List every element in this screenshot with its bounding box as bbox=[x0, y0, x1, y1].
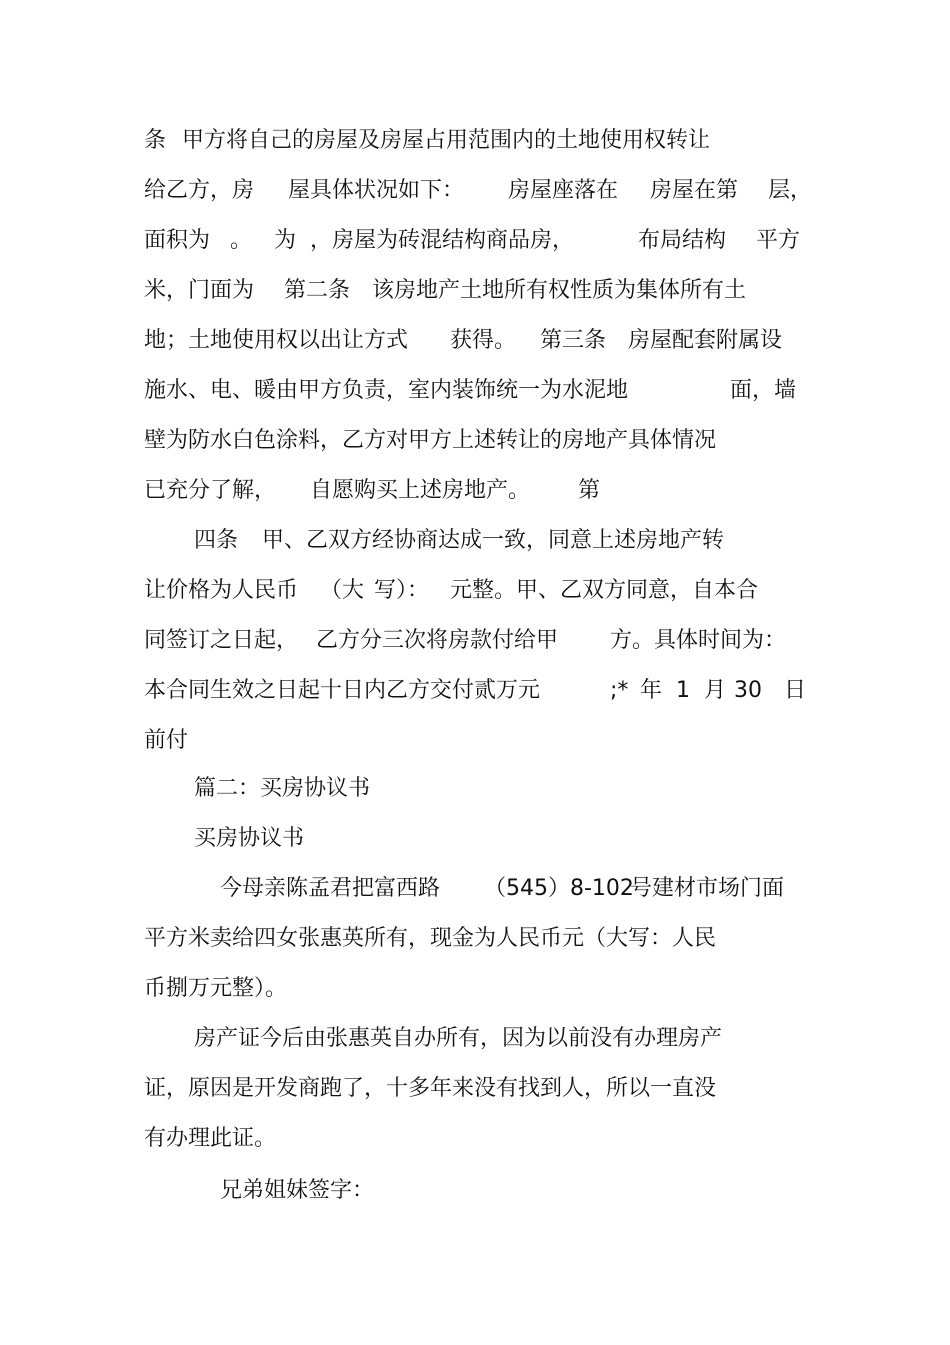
text-segment: 第 bbox=[578, 478, 601, 503]
text-line bbox=[0, 874, 950, 904]
text-segment: 第三条 bbox=[540, 328, 607, 353]
text-segment: 面积为 bbox=[144, 228, 211, 253]
text-segment: 证，原因是开发商跑了，十多年来没有找到人，所以一直没 bbox=[144, 1076, 717, 1101]
text-line bbox=[0, 226, 950, 256]
text-segment: 第二条 bbox=[284, 278, 351, 303]
text-line bbox=[0, 176, 950, 206]
text-segment: 有办理此证。 bbox=[144, 1126, 277, 1151]
text-segment: 前付 bbox=[144, 728, 189, 753]
text-segment: 房屋配套附属设 bbox=[628, 328, 783, 353]
text-segment: 壁为防水白色涂料，乙方对甲方上述转让的房地产具体情况 bbox=[144, 428, 717, 453]
text-segment: 甲方将自己的房屋及房屋占用范围内的土地使用权转让 bbox=[182, 128, 711, 153]
text-line bbox=[0, 326, 950, 356]
text-line bbox=[0, 576, 950, 606]
text-segment: 月 bbox=[704, 678, 727, 703]
text-segment: 条 bbox=[144, 128, 167, 153]
text-segment: 四条 bbox=[194, 528, 239, 553]
text-segment: 施水、电、暖由甲方负责，室内装饰统一为水泥地 bbox=[144, 378, 629, 403]
text-line bbox=[0, 726, 950, 756]
text-segment: 乙方分三次将房款付给甲 bbox=[316, 628, 559, 653]
text-line bbox=[0, 1124, 950, 1154]
text-segment: ，房屋为砖混结构商品房， bbox=[310, 228, 575, 253]
text-segment: 房屋在第 bbox=[650, 178, 739, 203]
text-segment: 面，墙 bbox=[730, 378, 797, 403]
text-segment: 本合同生效之日起十日内乙方交付贰万元 bbox=[144, 678, 541, 703]
text-line bbox=[0, 476, 950, 506]
text-segment: 甲、乙双方经协商达成一致，同意上述房地产转 bbox=[262, 528, 725, 553]
text-segment: 年 bbox=[640, 678, 663, 703]
text-segment: 房屋座落在 bbox=[508, 178, 619, 203]
text-line bbox=[0, 924, 950, 954]
text-line bbox=[0, 526, 950, 556]
text-segment: 层， bbox=[768, 178, 813, 203]
text-segment: 30 bbox=[734, 678, 762, 703]
text-line bbox=[0, 376, 950, 406]
text-line bbox=[0, 1024, 950, 1054]
text-segment: 已充分了解， bbox=[144, 478, 277, 503]
text-segment: 获得。 bbox=[450, 328, 517, 353]
text-line bbox=[0, 676, 950, 706]
text-line bbox=[0, 276, 950, 306]
text-segment: 平方米卖给四女张惠英所有，现金为人民币元（大写：人民 bbox=[144, 926, 717, 951]
text-segment: 让价格为人民币 bbox=[144, 578, 299, 603]
text-segment: 同签订之日起， bbox=[144, 628, 299, 653]
text-line bbox=[0, 1074, 950, 1104]
text-line bbox=[0, 426, 950, 456]
text-segment: 号建材市场门面 bbox=[630, 876, 785, 901]
text-segment: 地；土地使用权以出让方式 bbox=[144, 328, 409, 353]
text-segment: 1 bbox=[676, 678, 690, 703]
text-line bbox=[0, 974, 950, 1004]
heading-text: 篇二：买房协议书 bbox=[194, 776, 371, 801]
text-line bbox=[0, 626, 950, 656]
text-segment: 为 bbox=[274, 228, 297, 253]
text-line bbox=[0, 126, 950, 156]
text-segment: 布局结构 bbox=[638, 228, 727, 253]
text-segment: 给乙方，房 bbox=[144, 178, 255, 203]
text-segment: 元整。甲、乙双方同意，自本合 bbox=[450, 578, 759, 603]
text-segment: 房产证今后由张惠英自办所有，因为以前没有办理房产 bbox=[194, 1026, 723, 1051]
text-segment: 方。具体时间为： bbox=[610, 628, 787, 653]
text-segment: 屋具体状况如下： bbox=[288, 178, 465, 203]
text-segment: 币捌万元整）。 bbox=[144, 976, 288, 1001]
text-segment: 该房地产土地所有权性质为集体所有土 bbox=[372, 278, 747, 303]
document-title bbox=[0, 824, 950, 854]
signature-label bbox=[0, 1176, 950, 1206]
text-segment: 米，门面为 bbox=[144, 278, 255, 303]
title-text: 买房协议书 bbox=[194, 826, 305, 851]
text-segment: 平方 bbox=[756, 228, 801, 253]
section-heading bbox=[0, 774, 950, 804]
text-segment: （大 bbox=[320, 578, 365, 603]
text-segment: 写）： bbox=[374, 578, 430, 603]
signature-label-text: 兄弟姐妹签字： bbox=[220, 1178, 375, 1203]
text-segment: 今母亲陈孟君把富西路 bbox=[220, 876, 441, 901]
text-segment: 日 bbox=[784, 678, 807, 703]
text-segment: （545）8-102 bbox=[484, 876, 634, 901]
text-segment: 。 bbox=[230, 228, 253, 253]
text-segment: ;* bbox=[610, 678, 629, 703]
text-segment: 自愿购买上述房地产。 bbox=[310, 478, 531, 503]
